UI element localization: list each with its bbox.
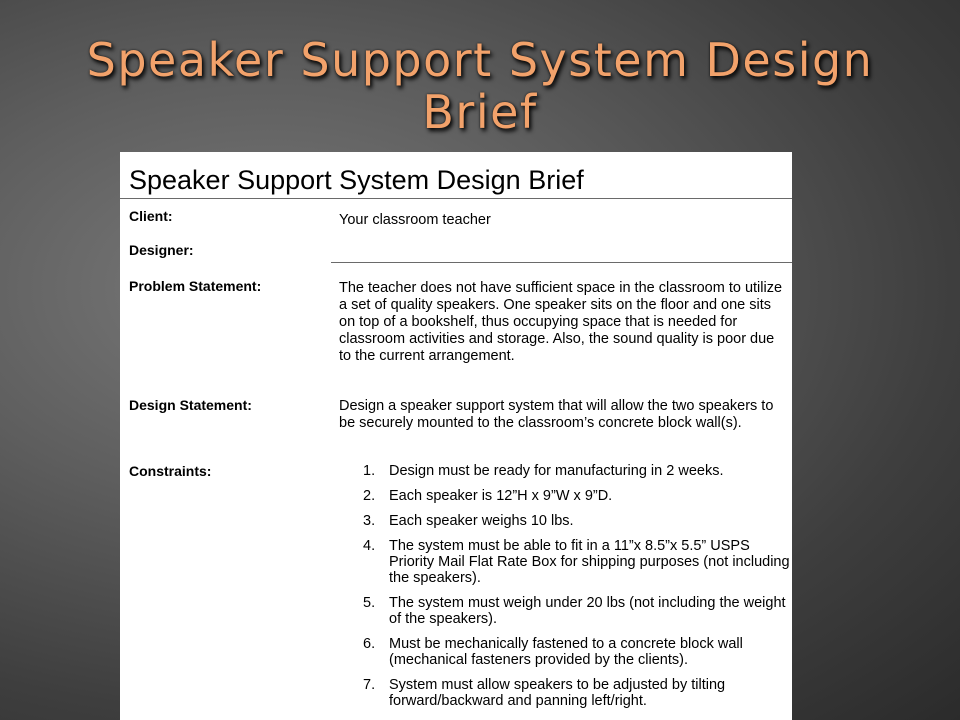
constraint-text: Must be mechanically fastened to a concrete block wall (mechanical fasteners provided by the clients).	[389, 636, 743, 668]
constraint-item	[360, 595, 790, 627]
constraint-item	[360, 463, 790, 479]
constraint-number: 2.	[363, 488, 376, 504]
constraint-text: System must allow speakers to be adjusted by tilting forward/backward and panning left/right.	[389, 677, 726, 709]
constraint-text: Each speaker weighs 10 lbs.	[389, 513, 574, 529]
title-divider	[120, 198, 792, 199]
constraint-text: Each speaker is 12”H x 9”W x 9”D.	[389, 488, 613, 504]
problem-statement-label: Problem Statement:	[129, 278, 262, 294]
constraint-item	[360, 636, 790, 668]
constraint-number: 6.	[363, 636, 376, 652]
designer-divider	[331, 262, 792, 263]
constraints-list	[360, 463, 790, 718]
constraint-item	[360, 513, 790, 529]
constraint-number: 1.	[363, 463, 376, 479]
constraint-text: Design must be ready for manufacturing in 2 weeks.	[389, 463, 724, 479]
constraint-text: The system must weigh under 20 lbs (not including the weight of the speakers).	[389, 595, 786, 627]
constraint-number: 4.	[363, 538, 376, 554]
constraint-number: 7.	[363, 677, 376, 693]
client-value: Your classroom teacher	[339, 212, 491, 228]
document-title: Speaker Support System Design Brief	[129, 165, 584, 195]
slide-title: Speaker Support System Design Brief	[86, 33, 874, 139]
client-label: Client:	[129, 208, 173, 224]
problem-statement-text: The teacher does not have sufficient space in the classroom to utilize a set of quality speakers. One speaker sits on the floor and one sits on top of a bookshelf, thus occupying space that is needed for classroom activities and storage. Also, the sound quality is poor due to the current arrangement.	[339, 280, 783, 364]
design-statement-label: Design Statement:	[129, 397, 252, 413]
design-statement-text: Design a speaker support system that will allow the two speakers to be securely mounted to the classroom’s concrete block wall(s).	[339, 398, 774, 431]
constraint-number: 5.	[363, 595, 376, 611]
constraint-item	[360, 677, 790, 709]
constraint-item	[360, 538, 790, 586]
designer-label: Designer:	[129, 242, 194, 258]
design-brief-document	[120, 152, 792, 720]
constraint-number: 3.	[363, 513, 376, 529]
constraint-text: The system must be able to fit in a 11”x 8.5”x 5.5” USPS Priority Mail Flat Rate Box for shipping purposes (not including the speakers).	[389, 538, 790, 586]
constraint-item	[360, 488, 790, 504]
constraints-label: Constraints:	[129, 463, 212, 479]
